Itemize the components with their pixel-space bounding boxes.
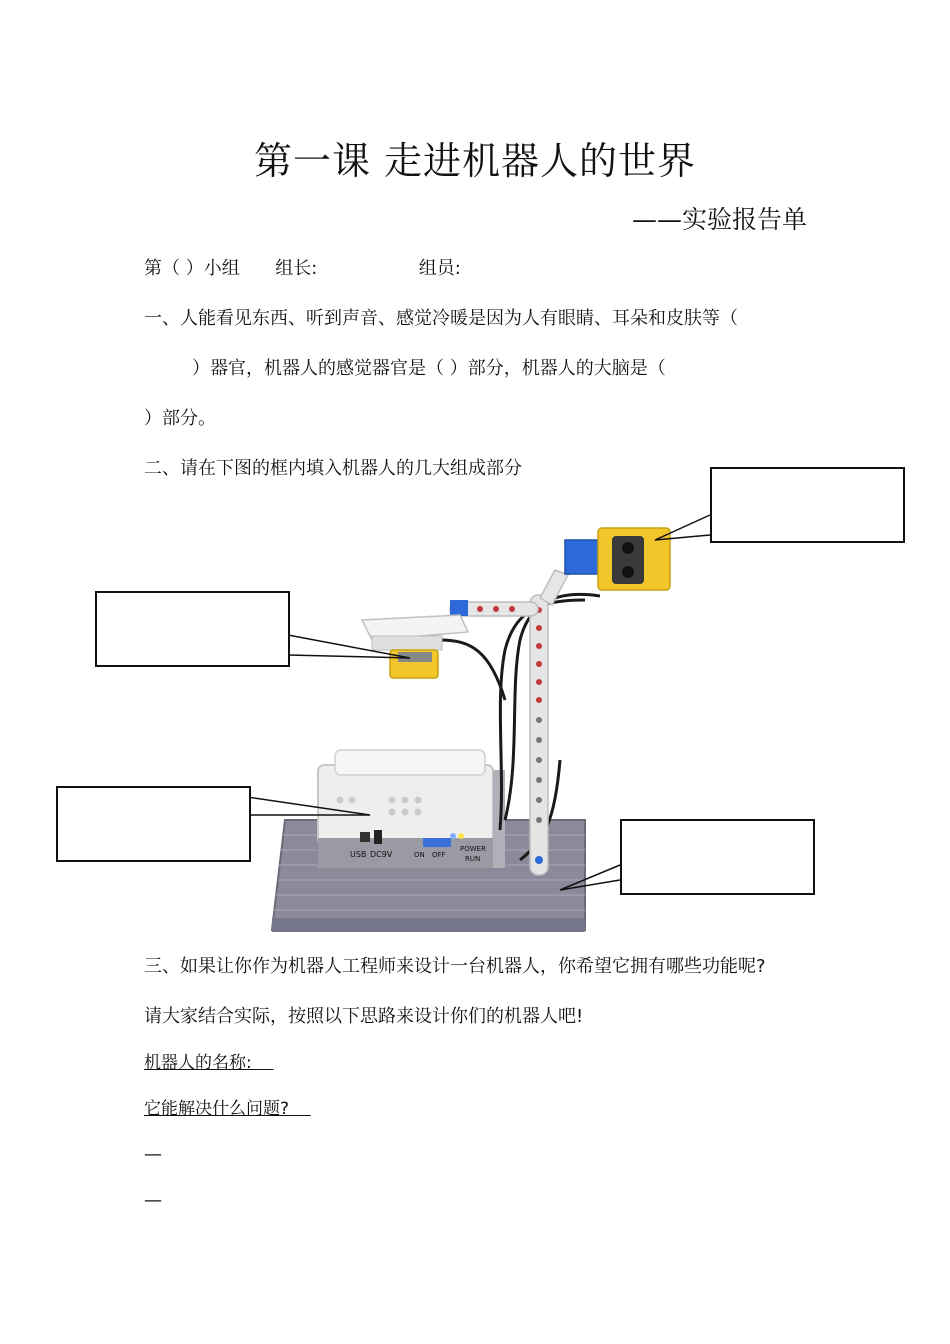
problem-prompt[interactable]: 它能解决什么问题?: [144, 1099, 311, 1119]
group-members-label: 组员:: [418, 258, 461, 279]
group-number-label: 第（ ）小组: [144, 258, 240, 279]
off-label: OFF: [432, 851, 446, 859]
group-leader-label: 组长:: [275, 258, 318, 279]
group-line: [144, 254, 461, 280]
question-3-line-2: 请大家结合实际，按照以下思路来设计你们的机器人吧!: [144, 1006, 584, 1027]
page-title: 第一课 走进机器人的世界: [253, 139, 697, 183]
answer-box-structure[interactable]: [620, 819, 815, 895]
on-label: ON: [414, 851, 425, 859]
ultrasonic-sensor: [565, 528, 670, 590]
usb-label: USB: [350, 850, 367, 859]
answer-box-controller[interactable]: [56, 786, 251, 862]
question-1-line-3: ）部分。: [144, 408, 216, 429]
answer-blank-1[interactable]: —: [144, 1144, 162, 1165]
controller-device: [318, 750, 505, 868]
answer-box-sensor[interactable]: [710, 467, 905, 543]
answer-blank-2[interactable]: —: [144, 1190, 162, 1211]
dc-label: DC9V: [370, 850, 393, 859]
run-label: RUN: [465, 855, 481, 863]
question-2-heading: 二、请在下图的框内填入机器人的几大组成部分: [144, 458, 522, 479]
servo-motor: [362, 615, 468, 678]
question-1-line-2: ）器官，机器人的感觉器官是（ ）部分，机器人的大脑是（: [192, 358, 666, 379]
question-1-line-1: 一、人能看见东西、听到声音、感觉冷暖是因为人有眼睛、耳朵和皮肤等（: [144, 308, 738, 329]
robot-name-prompt[interactable]: 机器人的名称:: [144, 1053, 274, 1073]
answer-box-servo[interactable]: [95, 591, 290, 667]
page-subtitle: ——实验报告单: [631, 205, 807, 234]
question-3-line-1: 三、如果让你作为机器人工程师来设计一台机器人，你希望它拥有哪些功能呢?: [144, 956, 766, 977]
power-label: POWER: [460, 845, 486, 853]
